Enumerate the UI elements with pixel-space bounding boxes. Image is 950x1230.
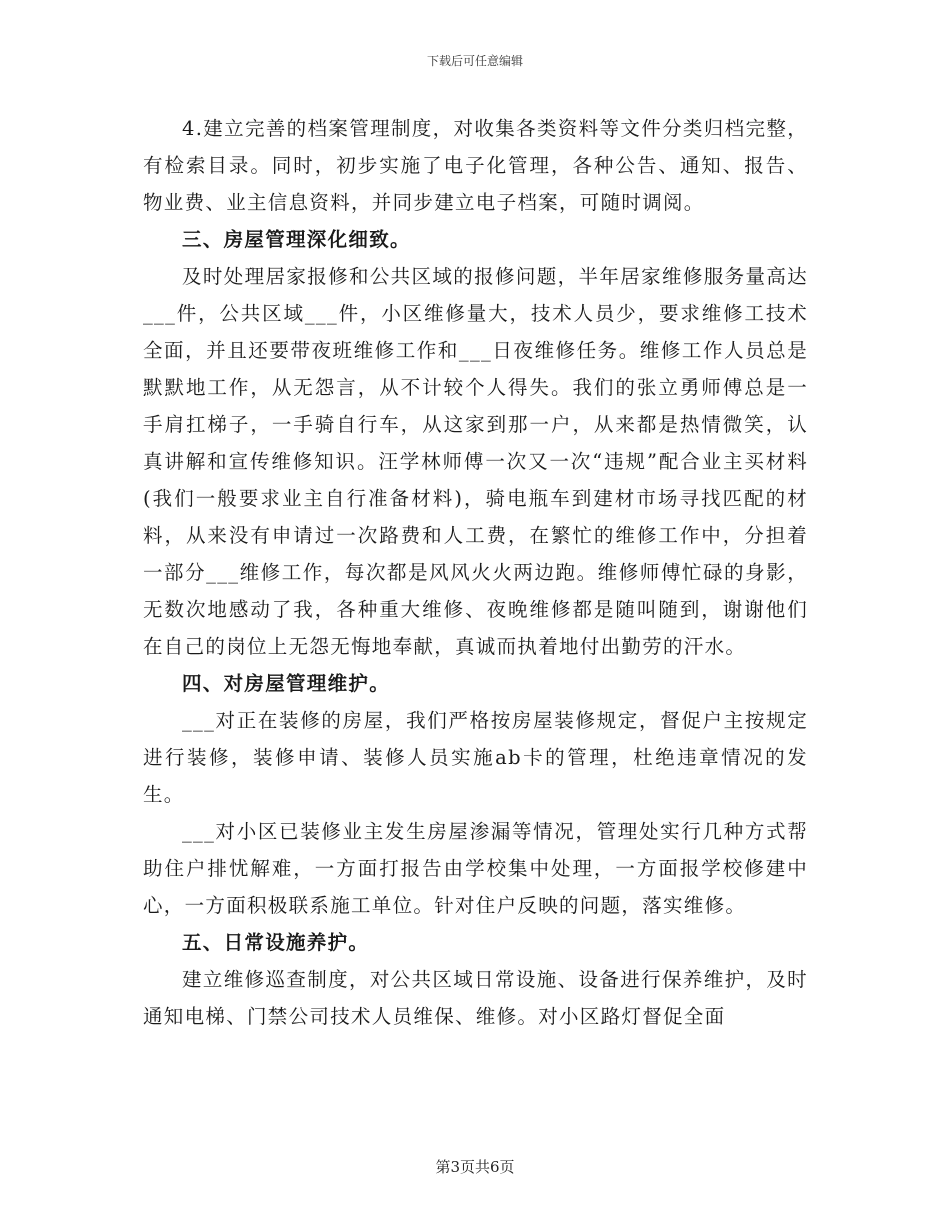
document-body bbox=[143, 110, 808, 1035]
download-editable-note: 下载后可任意编辑 bbox=[426, 54, 523, 68]
paragraph-leak-handling: ___对小区已装修业主发生房屋渗漏等情况，管理处实行几种方式帮助住户排忧解难，一方面打报告由学校集中处理，一方面报学校修建中心，一方面积极联系施工单位。针对住户反映的问题，落实维修。 bbox=[143, 820, 808, 917]
paragraph-inspection-system: 建立维修巡查制度，对公共区域日常设施、设备进行保养维护，及时通知电梯、门禁公司技术人员维保、维修。对小区路灯督促全面 bbox=[143, 968, 808, 1028]
paragraph-repair-service: 及时处理居家报修和公共区域的报修问题，半年居家维修服务量高达___件，公共区域___件，小区维修量大，技术人员少，要求维修工技术全面，并且还要带夜班维修工作和___日夜维修任务。维修工作人员总是默默地工作，从无怨言，从不计较个人得失。我们的张立勇师傅总是一手肩扛梯子，一手骑自行车，从这家到那一户，从来都是热情微笑，认真讲解和宣传维修知识。汪学林师傅一次又一次“违规”配合业主买材料(我们一般要求业主自行准备材料)，骑电瓶车到建材市场寻找匹配的材料，从来没有申请过一次路费和人工费，在繁忙的维修工作中，分担着一部分___维修工作，每次都是风风火火两边跑。维修师傅忙碌的身影，无数次地感动了我，各种重大维修、夜晚维修都是随叫随到，谢谢他们在自己的岗位上无怨无悔地奉献，真诚而执着地付出勤劳的汗水。 bbox=[143, 265, 808, 658]
section-heading-housing-maintenance: 四、对房屋管理维护。 bbox=[182, 672, 391, 695]
paragraph-archive-management: 4.建立完善的档案管理制度，对收集各类资料等文件分类归档完整，有检索目录。同时，初步实施了电子化管理，各种公告、通知、报告、物业费、业主信息资料，并同步建立电子档案，可随时调阅。 bbox=[143, 117, 808, 214]
section-heading-facility-upkeep: 五、日常设施养护。 bbox=[182, 931, 370, 954]
page-number: 第3页共6页 bbox=[435, 1158, 515, 1176]
paragraph-renovation-rules: ___对正在装修的房屋，我们严格按房屋装修规定，督促户主按规定进行装修，装修申请、装修人员实施ab卡的管理，杜绝违章情况的发生。 bbox=[143, 709, 808, 806]
section-heading-housing-management: 三、房屋管理深化细致。 bbox=[182, 228, 411, 251]
